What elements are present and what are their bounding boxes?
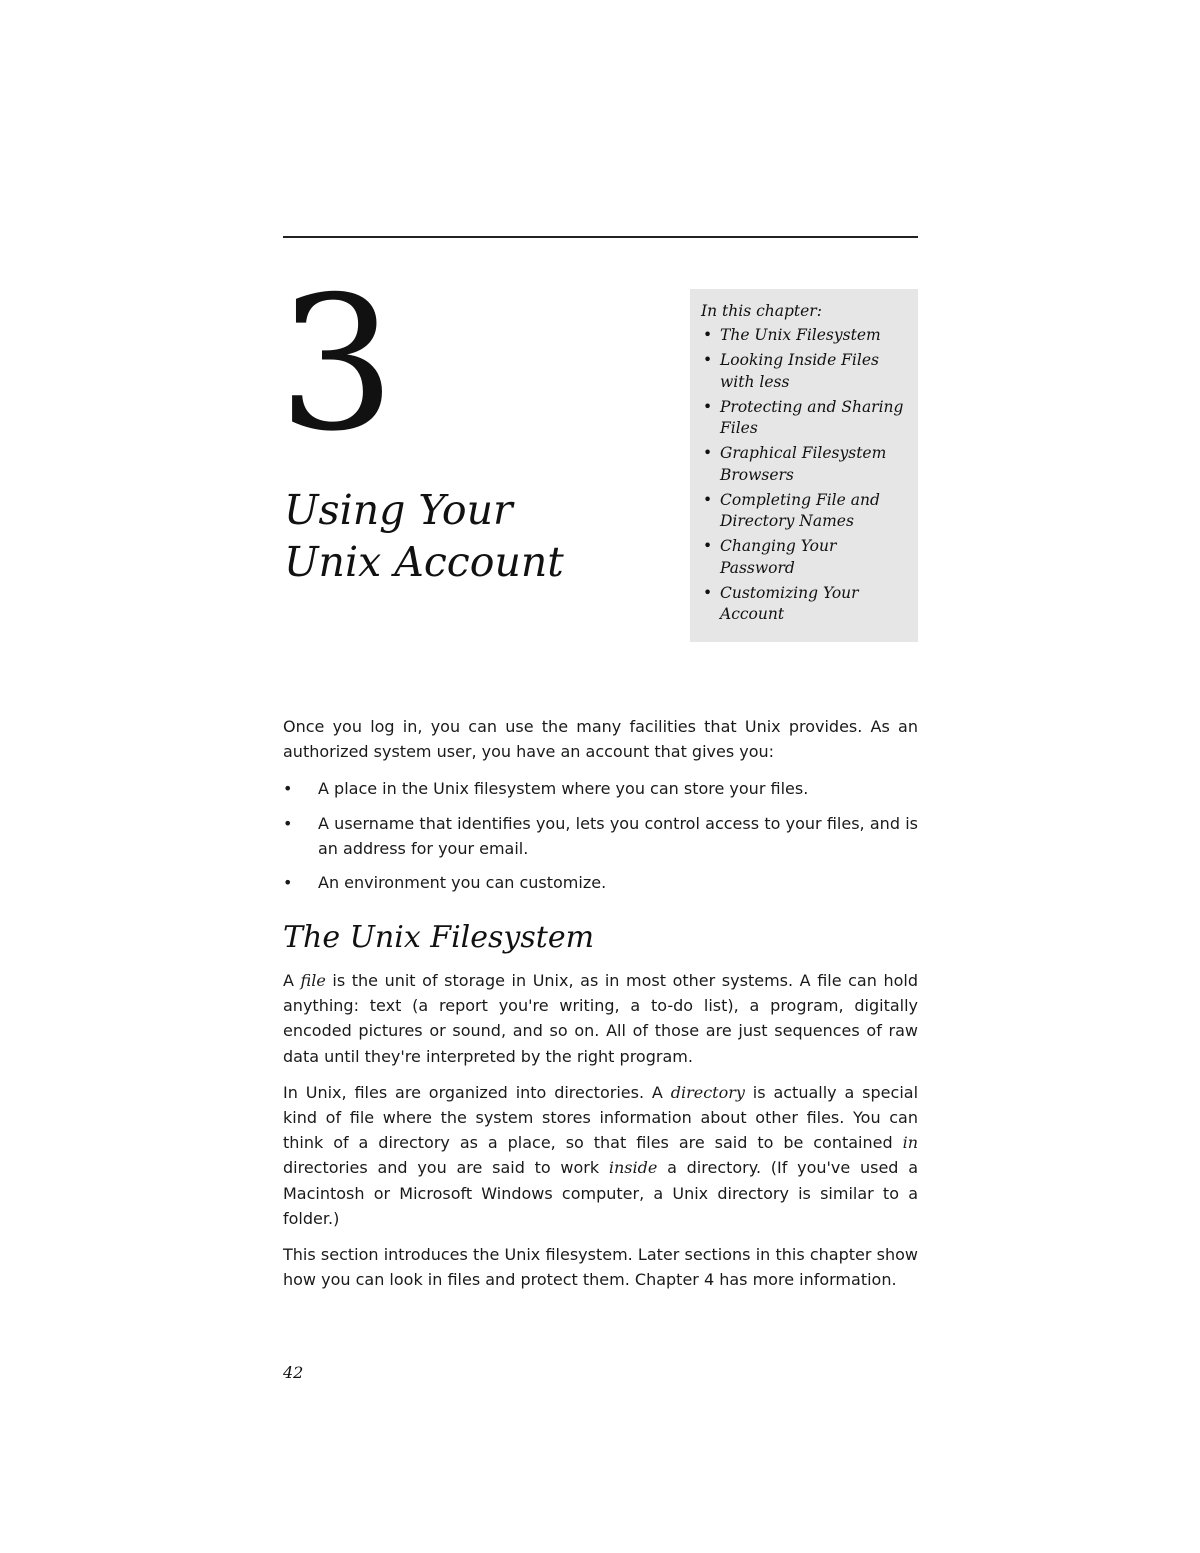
list-item-text: A place in the Unix filesystem where you can store your files.	[318, 779, 809, 799]
bullet-icon: •	[703, 537, 713, 555]
sidebar-item-label: Protecting and Sharing Files	[720, 397, 904, 437]
sidebar-item	[701, 443, 908, 486]
chapter-number: 3	[278, 256, 396, 472]
term-emphasis: file	[300, 971, 326, 990]
bullet-icon: •	[703, 583, 713, 602]
body-paragraph	[283, 1080, 918, 1231]
sidebar-item	[701, 325, 908, 347]
sidebar-item-label: Completing File and Directory Names	[720, 490, 880, 530]
chapter-title-line-1: Using Your	[284, 486, 513, 534]
bullet-icon: •	[283, 813, 293, 833]
bullet-icon: •	[703, 444, 713, 462]
text-run: In Unix, files are organized into directories. A	[283, 1082, 671, 1102]
chapter-title	[284, 484, 664, 588]
text-run: a directory. (If you've used a Macintosh or Microsoft Windows computer, a Unix directory is similar to a folder.)	[283, 1158, 919, 1228]
sidebar-item-label: The Unix Filesystem	[720, 326, 881, 344]
sidebar-item-label: Customizing Your Account	[720, 583, 859, 623]
sidebar-item-label: Looking Inside Files with less	[720, 351, 879, 391]
text-run: A	[283, 971, 301, 990]
bullet-icon: •	[703, 326, 713, 344]
text-run: directories and you are said to work	[283, 1158, 609, 1178]
chapter-contents-sidebar	[690, 289, 918, 642]
intro-block	[283, 714, 918, 895]
text-run: is actually a special kind of file where the system stores information about other files. You can think of a directory as a place, so that files are said to be contained	[283, 1082, 919, 1153]
list-item-text: An environment you can customize.	[318, 873, 607, 893]
page-number: 42	[283, 1363, 304, 1382]
list-item	[283, 870, 918, 895]
sidebar-item	[701, 490, 908, 533]
bullet-icon: •	[703, 490, 713, 509]
body-paragraph	[283, 968, 918, 1069]
sidebar-item	[701, 583, 908, 626]
list-item	[283, 776, 918, 801]
intro-paragraph: Once you log in, you can use the many facilities that Unix provides. As an authorized system user, you have an account that gives you:	[283, 717, 918, 762]
chapter-top-rule	[283, 236, 918, 238]
bullet-icon: •	[703, 351, 713, 369]
sidebar-item	[701, 397, 908, 440]
term-emphasis: in	[902, 1133, 918, 1153]
term-emphasis: directory	[670, 1082, 745, 1102]
section-body	[283, 968, 918, 1292]
text-run: is the unit of storage in Unix, as in most other systems. A file can hold anything: text (a report you're writing, a to-do list), a program, digitally encoded pictures or sound, and so on. All of those are just sequences of raw data until they're interpreted by the right program.	[283, 971, 918, 1066]
list-item-text: A username that identifies you, lets you control access to your files, and is an address for your email.	[318, 813, 918, 858]
sidebar-item	[701, 536, 908, 579]
sidebar-list	[701, 325, 908, 626]
list-item	[283, 811, 918, 861]
intro-bullet-list	[283, 776, 918, 895]
bullet-icon: •	[283, 873, 293, 893]
term-emphasis: inside	[608, 1158, 658, 1178]
chapter-title-line-2: Unix Account	[284, 538, 564, 586]
sidebar-item-label: Graphical Filesystem Browsers	[720, 444, 887, 484]
body-paragraph: This section introduces the Unix filesystem. Later sections in this chapter show how you can look in files and protect them. Chapter 4 has more information.	[283, 1245, 918, 1290]
section-heading: The Unix Filesystem	[283, 920, 595, 955]
bullet-icon: •	[703, 397, 713, 416]
sidebar-heading: In this chapter:	[701, 302, 822, 320]
bullet-icon: •	[283, 779, 293, 799]
sidebar-item	[701, 350, 908, 393]
sidebar-item-label: Changing Your Password	[720, 537, 837, 577]
